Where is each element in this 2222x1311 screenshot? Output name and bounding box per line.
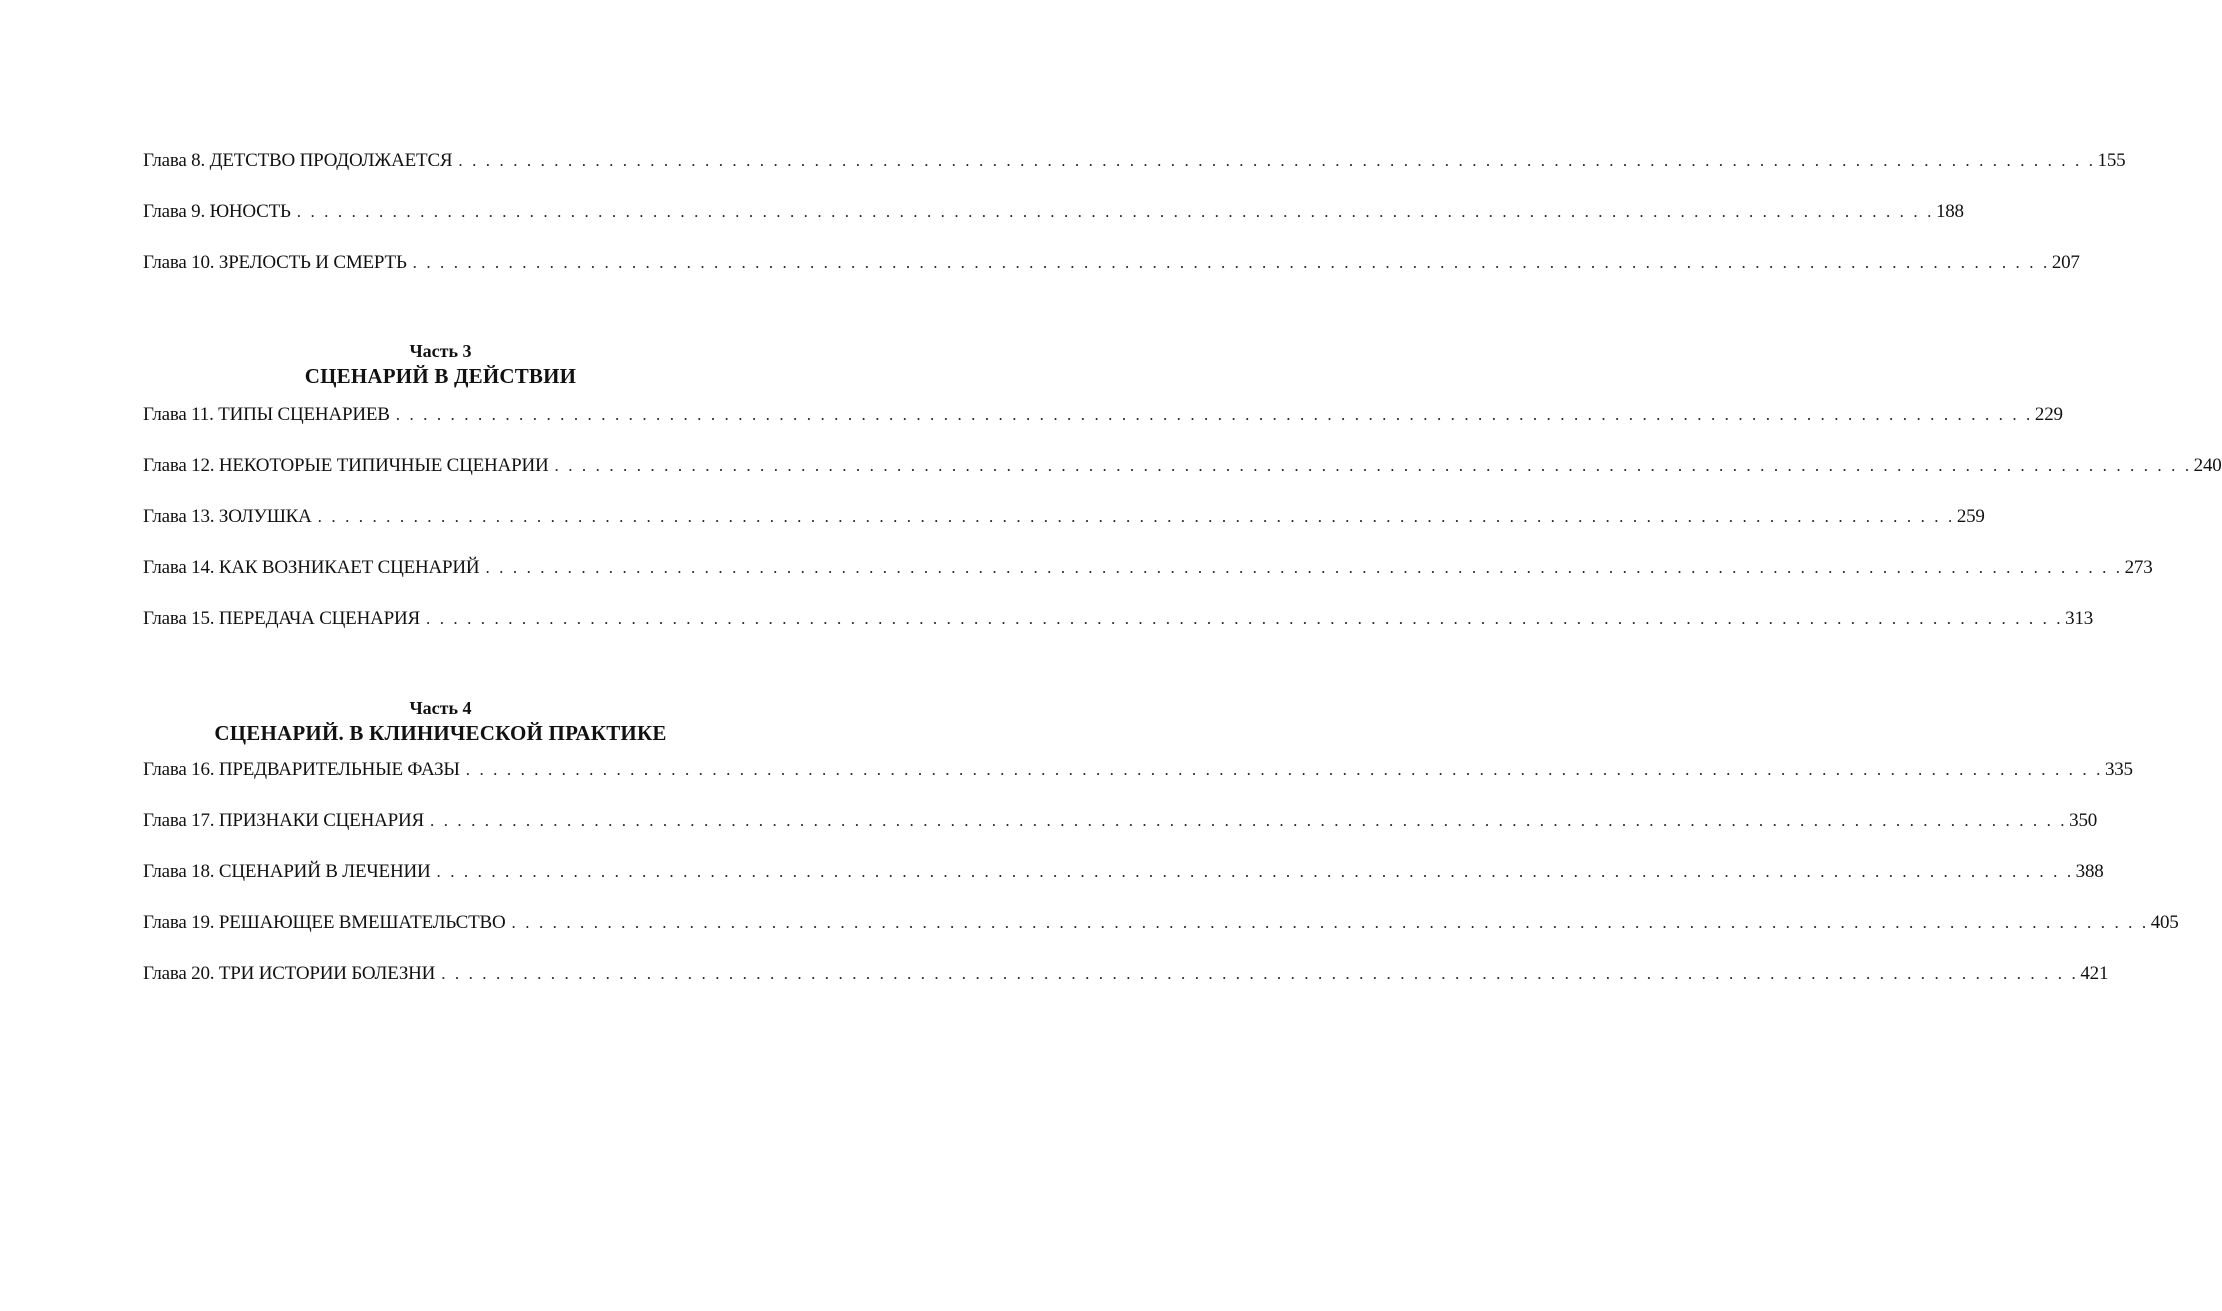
dot-leader: . . . . . . . . . . . . . . . . . . . . . . . . . . . . . . . . . . . . . . . . . . . . . . . . . . . . . . . . . . . . . . . . . . . . . . . . . . . . . . . . . . . . . . . . . . . . . . . . . . . . . . . . . . . . . . . . . . . . . . . . — [412, 253, 2050, 272]
toc-entry-title: Глава 16. ПРЕДВАРИТЕЛЬНЫЕ ФАЗЫ — [143, 759, 460, 780]
toc-entry-page: 188 — [1935, 201, 1964, 222]
dot-leader: . . . . . . . . . . . . . . . . . . . . . . . . . . . . . . . . . . . . . . . . . . . . . . . . . . . . . . . . . . . . . . . . . . . . . . . . . . . . . . . . . . . . . . . . . . . . . . . . . . . . . . . . . . . . . . . . . . . . . . . . — [485, 558, 2123, 577]
toc-entry[interactable] — [143, 861, 2104, 912]
toc-entry[interactable] — [143, 150, 2126, 201]
toc-entry-page: 240 — [2193, 455, 2222, 476]
part-3-heading — [143, 340, 738, 390]
dot-leader: . . . . . . . . . . . . . . . . . . . . . . . . . . . . . . . . . . . . . . . . . . . . . . . . . . . . . . . . . . . . . . . . . . . . . . . . . . . . . . . . . . . . . . . . . . . . . . . . . . . . . . . . . . . . . . . . . . . . . . . . — [554, 456, 2192, 475]
toc-entry-page: 155 — [2097, 150, 2126, 171]
part-label: Часть 3 — [409, 341, 472, 361]
toc-entry-title: Глава 12. НЕКОТОРЫЕ ТИПИЧНЫЕ СЦЕНАРИИ — [143, 455, 549, 476]
toc-entry[interactable] — [143, 963, 2109, 1014]
dot-leader: . . . . . . . . . . . . . . . . . . . . . . . . . . . . . . . . . . . . . . . . . . . . . . . . . . . . . . . . . . . . . . . . . . . . . . . . . . . . . . . . . . . . . . . . . . . . . . . . . . . . . . . . . . . . . . . . . . . . . . . . — [436, 862, 2074, 881]
toc-entry[interactable] — [143, 810, 2098, 861]
dot-leader: . . . . . . . . . . . . . . . . . . . . . . . . . . . . . . . . . . . . . . . . . . . . . . . . . . . . . . . . . . . . . . . . . . . . . . . . . . . . . . . . . . . . . . . . . . . . . . . . . . . . . . . . . . . . . . . . . . . . . . . . — [296, 202, 1934, 221]
toc-entry-title: Глава 18. СЦЕНАРИЙ В ЛЕЧЕНИИ — [143, 861, 431, 882]
toc-section-1 — [143, 150, 2126, 303]
toc-entry-title: Глава 19. РЕШАЮЩЕЕ ВМЕШАТЕЛЬСТВО — [143, 912, 506, 933]
toc-entry-title: Глава 13. ЗОЛУШКА — [143, 506, 312, 527]
toc-entry[interactable] — [143, 912, 2179, 963]
toc-entry[interactable] — [143, 506, 1985, 557]
toc-entry-page: 405 — [2150, 912, 2179, 933]
toc-entry-page: 273 — [2124, 557, 2153, 578]
dot-leader: . . . . . . . . . . . . . . . . . . . . . . . . . . . . . . . . . . . . . . . . . . . . . . . . . . . . . . . . . . . . . . . . . . . . . . . . . . . . . . . . . . . . . . . . . . . . . . . . . . . . . . . . . . . . . . . . . . . . . . . . — [317, 507, 1955, 526]
toc-entry-title: Глава 11. ТИПЫ СЦЕНАРИЕВ — [143, 404, 390, 425]
toc-section-2 — [143, 404, 2222, 659]
toc-entry-title: Глава 8. ДЕТСТВО ПРОДОЛЖАЕТСЯ — [143, 150, 453, 171]
dot-leader: . . . . . . . . . . . . . . . . . . . . . . . . . . . . . . . . . . . . . . . . . . . . . . . . . . . . . . . . . . . . . . . . . . . . . . . . . . . . . . . . . . . . . . . . . . . . . . . . . . . . . . . . . . . . . . . . . . . . . . . . — [395, 405, 2033, 424]
toc-entry-page: 259 — [1956, 506, 1985, 527]
toc-entry[interactable] — [143, 557, 2153, 608]
toc-entry[interactable] — [143, 252, 2080, 303]
toc-entry-title: Глава 9. ЮНОСТЬ — [143, 201, 291, 222]
toc-entry-title: Глава 15. ПЕРЕДАЧА СЦЕНАРИЯ — [143, 608, 420, 629]
toc-section-3 — [143, 759, 2179, 1014]
dot-leader: . . . . . . . . . . . . . . . . . . . . . . . . . . . . . . . . . . . . . . . . . . . . . . . . . . . . . . . . . . . . . . . . . . . . . . . . . . . . . . . . . . . . . . . . . . . . . . . . . . . . . . . . . . . . . . . . . . . . . . . . — [458, 151, 2096, 170]
toc-entry-page: 421 — [2080, 963, 2109, 984]
part-4-heading — [143, 697, 738, 747]
toc-entry-title: Глава 14. КАК ВОЗНИКАЕТ СЦЕНАРИЙ — [143, 557, 480, 578]
toc-entry-page: 229 — [2034, 404, 2063, 425]
toc-entry-title: Глава 20. ТРИ ИСТОРИИ БОЛЕЗНИ — [143, 963, 436, 984]
dot-leader: . . . . . . . . . . . . . . . . . . . . . . . . . . . . . . . . . . . . . . . . . . . . . . . . . . . . . . . . . . . . . . . . . . . . . . . . . . . . . . . . . . . . . . . . . . . . . . . . . . . . . . . . . . . . . . . . . . . . . . . . — [441, 964, 2079, 983]
dot-leader: . . . . . . . . . . . . . . . . . . . . . . . . . . . . . . . . . . . . . . . . . . . . . . . . . . . . . . . . . . . . . . . . . . . . . . . . . . . . . . . . . . . . . . . . . . . . . . . . . . . . . . . . . . . . . . . . . . . . . . . . — [426, 609, 2064, 628]
part-label: Часть 4 — [409, 698, 472, 718]
toc-entry-page: 388 — [2075, 861, 2104, 882]
toc-entry-title: Глава 17. ПРИЗНАКИ СЦЕНАРИЯ — [143, 810, 424, 831]
toc-entry-page: 335 — [2104, 759, 2133, 780]
toc-entry[interactable] — [143, 455, 2222, 506]
toc-entry-page: 207 — [2051, 252, 2080, 273]
dot-leader: . . . . . . . . . . . . . . . . . . . . . . . . . . . . . . . . . . . . . . . . . . . . . . . . . . . . . . . . . . . . . . . . . . . . . . . . . . . . . . . . . . . . . . . . . . . . . . . . . . . . . . . . . . . . . . . . . . . . . . . . — [465, 760, 2103, 779]
dot-leader: . . . . . . . . . . . . . . . . . . . . . . . . . . . . . . . . . . . . . . . . . . . . . . . . . . . . . . . . . . . . . . . . . . . . . . . . . . . . . . . . . . . . . . . . . . . . . . . . . . . . . . . . . . . . . . . . . . . . . . . . — [511, 913, 2149, 932]
toc-entry[interactable] — [143, 759, 2133, 810]
part-title: СЦЕНАРИЙ. В КЛИНИЧЕСКОЙ ПРАКТИКЕ — [214, 721, 667, 745]
toc-entry[interactable] — [143, 404, 2063, 455]
toc-entry[interactable] — [143, 608, 2094, 659]
dot-leader: . . . . . . . . . . . . . . . . . . . . . . . . . . . . . . . . . . . . . . . . . . . . . . . . . . . . . . . . . . . . . . . . . . . . . . . . . . . . . . . . . . . . . . . . . . . . . . . . . . . . . . . . . . . . . . . . . . . . . . . . — [430, 811, 2068, 830]
part-title: СЦЕНАРИЙ В ДЕЙСТВИИ — [304, 364, 577, 388]
toc-entry[interactable] — [143, 201, 1964, 252]
toc-entry-page: 313 — [2065, 608, 2094, 629]
toc-entry-page: 350 — [2069, 810, 2098, 831]
toc-entry-title: Глава 10. ЗРЕЛОСТЬ И СМЕРТЬ — [143, 252, 407, 273]
